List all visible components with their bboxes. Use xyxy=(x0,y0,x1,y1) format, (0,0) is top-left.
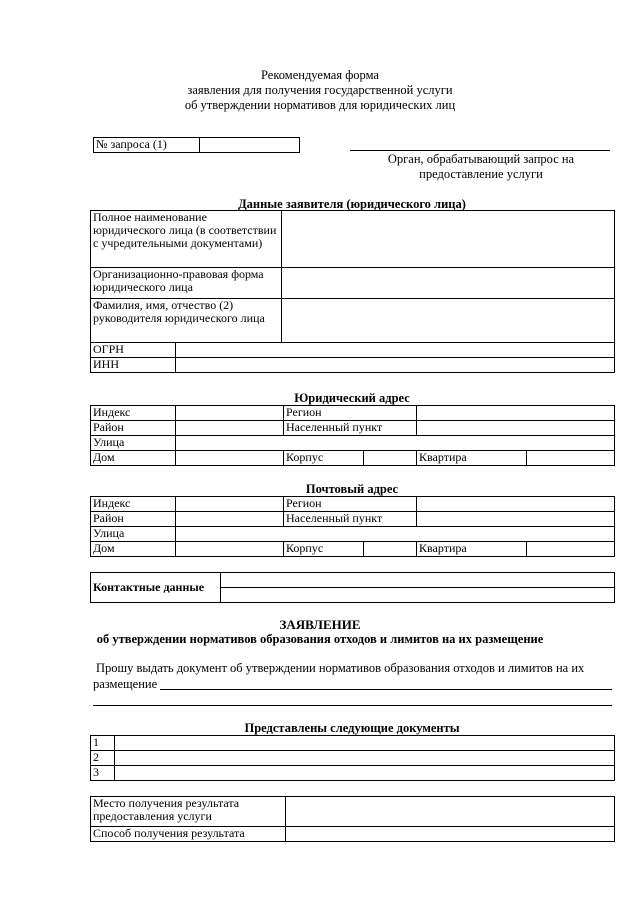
statement-text-line2: размещение xyxy=(93,677,158,691)
applicant-fullname-label: Полное наименование юридического лица (в соответствии с учредительными документами) xyxy=(91,211,282,268)
document-number: 1 xyxy=(91,736,115,751)
document-field[interactable] xyxy=(115,766,615,781)
postal-locality-label: Населенный пункт xyxy=(284,512,417,527)
legal-apartment-field[interactable] xyxy=(527,451,615,466)
statement-title: ЗАЯВЛЕНИЕ xyxy=(279,617,361,632)
legal-district-field[interactable] xyxy=(176,421,284,436)
postal-building-field[interactable] xyxy=(364,542,417,557)
applicant-legal-form-label: Организационно-правовая форма юридического лица xyxy=(91,268,282,299)
postal-address-title: Почтовый адрес xyxy=(305,482,399,496)
organ-signature-line[interactable] xyxy=(350,150,610,151)
statement-fill-line-2[interactable] xyxy=(93,705,612,706)
applicant-fullname-field[interactable] xyxy=(282,211,615,268)
result-table xyxy=(90,796,615,842)
document-field[interactable] xyxy=(115,751,615,766)
document-number: 3 xyxy=(91,766,115,781)
postal-index-field[interactable] xyxy=(176,497,284,512)
postal-district-field[interactable] xyxy=(176,512,284,527)
result-place-label: Место получения результата предоставления услуги xyxy=(91,797,286,827)
legal-building-label: Корпус xyxy=(284,451,364,466)
postal-region-label: Регион xyxy=(284,497,417,512)
contacts-field-1[interactable] xyxy=(221,573,615,588)
postal-apartment-label: Квартира xyxy=(417,542,527,557)
postal-locality-field[interactable] xyxy=(417,512,615,527)
inn-label: ИНН xyxy=(91,358,176,373)
result-place-field[interactable] xyxy=(286,797,615,827)
statement-text-line1: Прошу выдать документ об утверждении нормативов образования отходов и лимитов на их xyxy=(96,661,585,675)
legal-building-field[interactable] xyxy=(364,451,417,466)
document-field[interactable] xyxy=(115,736,615,751)
request-number-field[interactable] xyxy=(200,138,300,153)
contacts-field-2[interactable] xyxy=(221,588,615,603)
postal-address-table xyxy=(90,496,615,557)
legal-address-table xyxy=(90,405,615,466)
legal-district-label: Район xyxy=(91,421,176,436)
postal-street-field[interactable] xyxy=(176,527,615,542)
postal-house-field[interactable] xyxy=(176,542,284,557)
postal-apartment-field[interactable] xyxy=(527,542,615,557)
contacts-label: Контактные данные xyxy=(91,573,221,603)
legal-locality-field[interactable] xyxy=(417,421,615,436)
legal-address-title: Юридический адрес xyxy=(294,391,410,405)
result-method-label: Способ получения результата xyxy=(91,827,286,842)
legal-house-field[interactable] xyxy=(176,451,284,466)
legal-region-field[interactable] xyxy=(417,406,615,421)
postal-house-label: Дом xyxy=(91,542,176,557)
documents-table xyxy=(90,735,615,781)
legal-apartment-label: Квартира xyxy=(417,451,527,466)
applicant-director-field[interactable] xyxy=(282,299,615,343)
legal-house-label: Дом xyxy=(91,451,176,466)
applicant-table xyxy=(90,210,615,373)
postal-building-label: Корпус xyxy=(284,542,364,557)
form-header-line2: заявления для получения государственной услуги xyxy=(187,83,453,97)
documents-title: Представлены следующие документы xyxy=(244,721,460,735)
legal-locality-label: Населенный пункт xyxy=(284,421,417,436)
legal-index-field[interactable] xyxy=(176,406,284,421)
inn-field[interactable] xyxy=(176,358,615,373)
legal-region-label: Регион xyxy=(284,406,417,421)
result-method-field[interactable] xyxy=(286,827,615,842)
statement-fill-line-1[interactable] xyxy=(160,689,612,690)
applicant-legal-form-field[interactable] xyxy=(282,268,615,299)
organ-caption-line1: Орган, обрабатывающий запрос на xyxy=(387,152,575,166)
ogrn-label: ОГРН xyxy=(91,343,176,358)
applicant-director-label: Фамилия, имя, отчество (2) руководителя юридического лица xyxy=(91,299,282,343)
contacts-table xyxy=(90,572,615,603)
document-number: 2 xyxy=(91,751,115,766)
request-number-label: № запроса (1) xyxy=(94,138,200,153)
postal-street-label: Улица xyxy=(91,527,176,542)
organ-caption xyxy=(350,152,612,182)
statement-subtitle: об утверждении нормативов образования отходов и лимитов на их размещение xyxy=(96,632,544,646)
ogrn-field[interactable] xyxy=(176,343,615,358)
postal-index-label: Индекс xyxy=(91,497,176,512)
form-header-line1: Рекомендуемая форма xyxy=(261,68,379,82)
postal-region-field[interactable] xyxy=(417,497,615,512)
form-header-line3: об утверждении нормативов для юридических лиц xyxy=(184,98,456,112)
legal-street-field[interactable] xyxy=(176,436,615,451)
organ-caption-line2: предоставление услуги xyxy=(419,167,543,181)
legal-index-label: Индекс xyxy=(91,406,176,421)
request-number-table xyxy=(93,137,300,153)
applicant-section-title: Данные заявителя (юридического лица) xyxy=(238,197,466,211)
legal-street-label: Улица xyxy=(91,436,176,451)
postal-district-label: Район xyxy=(91,512,176,527)
